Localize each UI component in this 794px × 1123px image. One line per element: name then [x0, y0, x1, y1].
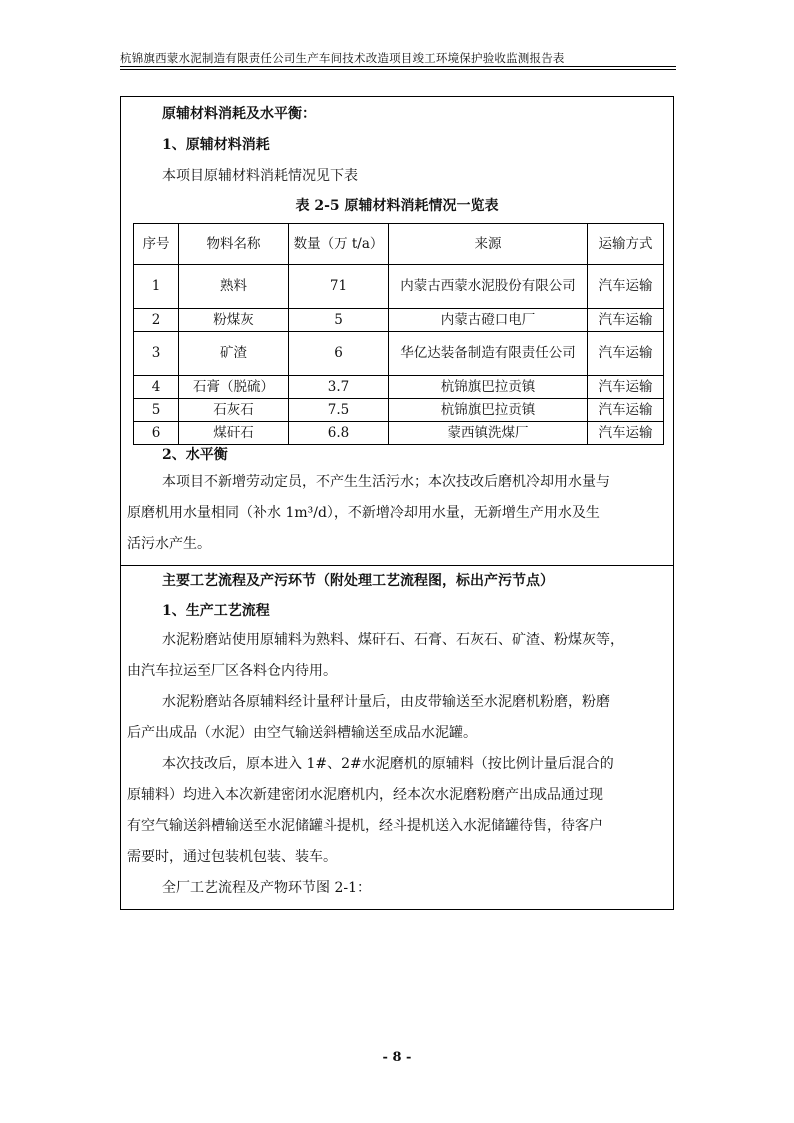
- cell-quantity: 5: [289, 309, 389, 332]
- header-rule-thin: [120, 69, 676, 70]
- cell-quantity: 3.7: [289, 376, 389, 399]
- process-subheading: 1、生产工艺流程: [162, 603, 270, 619]
- cell-source: 华亿达装备制造有限责任公司: [389, 332, 588, 376]
- cell-index: 1: [134, 265, 179, 309]
- table-row: [134, 332, 664, 376]
- section-divider: [121, 565, 673, 566]
- cell-source: 内蒙古西蒙水泥股份有限公司: [389, 265, 588, 309]
- header-rule: [120, 66, 676, 67]
- cell-quantity: 71: [289, 265, 389, 309]
- p1-line-1: 水泥粉磨站使用原辅料为熟料、煤矸石、石膏、石灰石、矿渣、粉煤灰等，: [162, 632, 624, 648]
- cell-material: 石灰石: [179, 399, 289, 422]
- cell-source: 杭锦旗巴拉贡镇: [389, 376, 588, 399]
- cell-index: 4: [134, 376, 179, 399]
- p3-line-2: 原辅料）均进入本次新建密闭水泥磨机内，经本次水泥磨粉磨产出成品通过现: [127, 787, 603, 803]
- cell-material: 石膏（脱硫）: [179, 376, 289, 399]
- materials-table: [133, 223, 664, 445]
- p3-line-4: 需要时，通过包装机包装、装车。: [127, 849, 337, 865]
- col-header-source: 来源: [389, 224, 588, 265]
- cell-source: 内蒙古磴口电厂: [389, 309, 588, 332]
- cell-index: 2: [134, 309, 179, 332]
- col-header-transport: 运输方式: [588, 224, 664, 265]
- table-row: [134, 399, 664, 422]
- cell-transport: 汽车运输: [588, 399, 664, 422]
- cell-index: 3: [134, 332, 179, 376]
- materials-subheading: 1、原辅材料消耗: [162, 137, 270, 153]
- cell-quantity: 6: [289, 332, 389, 376]
- report-frame: [120, 96, 674, 910]
- cell-source: 蒙西镇洗煤厂: [389, 422, 588, 445]
- cell-transport: 汽车运输: [588, 265, 664, 309]
- cell-source: 杭锦旗巴拉贡镇: [389, 399, 588, 422]
- cell-transport: 汽车运输: [588, 376, 664, 399]
- col-header-index: 序号: [134, 224, 179, 265]
- cell-transport: 汽车运输: [588, 309, 664, 332]
- col-header-quantity: 数量（万 t/a）: [289, 224, 389, 265]
- water-line-2: 原磨机用水量相同（补水 1m³/d），不新增冷却用水量，无新增生产用水及生: [127, 505, 600, 521]
- cell-quantity: 7.5: [289, 399, 389, 422]
- p3-line-1: 本次技改后，原本进入 1#、2#水泥磨机的原辅料（按比例计量后混合的: [162, 756, 614, 772]
- table-row: [134, 376, 664, 399]
- water-balance-text: [127, 467, 667, 560]
- cell-index: 6: [134, 422, 179, 445]
- p3-line-3: 有空气输送斜槽输送至水泥储罐斗提机，经斗提机送入水泥储罐待售，待客户: [127, 818, 603, 834]
- flowchart-intro: 全厂工艺流程及产物环节图 2-1：: [162, 880, 371, 896]
- water-balance-subheading: 2、水平衡: [162, 447, 228, 463]
- cell-material: 矿渣: [179, 332, 289, 376]
- table-row: [134, 422, 664, 445]
- water-line-1: 本项目不新增劳动定员，不产生生活污水；本次技改后磨机冷却用水量与: [162, 474, 610, 490]
- page-number: - 8 -: [382, 1050, 412, 1065]
- cell-index: 5: [134, 399, 179, 422]
- cell-transport: 汽车运输: [588, 332, 664, 376]
- table-caption: 表 2-5 原辅材料消耗情况一览表: [295, 198, 499, 214]
- cell-material: 煤矸石: [179, 422, 289, 445]
- water-line-3: 活污水产生。: [127, 536, 211, 552]
- materials-section-heading: 原辅材料消耗及水平衡：: [162, 106, 316, 122]
- col-header-material: 物料名称: [179, 224, 289, 265]
- p2-line-1: 水泥粉磨站各原辅料经计量秤计量后，由皮带输送至水泥磨机粉磨，粉磨: [162, 694, 610, 710]
- cell-transport: 汽车运输: [588, 422, 664, 445]
- table-row: [134, 265, 664, 309]
- cell-material: 粉煤灰: [179, 309, 289, 332]
- p2-line-2: 后产出成品（水泥）由空气输送斜槽输送至成品水泥罐。: [127, 725, 477, 741]
- table-header-row: [134, 224, 664, 265]
- cell-quantity: 6.8: [289, 422, 389, 445]
- materials-intro: 本项目原辅材料消耗情况见下表: [162, 168, 358, 184]
- p1-line-2: 由汽车拉运至厂区各料仓内待用。: [127, 663, 337, 679]
- process-text: [127, 625, 667, 904]
- running-header: 杭锦旗西蒙水泥制造有限责任公司生产车间技术改造项目竣工环境保护验收监测报告表: [120, 51, 565, 65]
- cell-material: 熟料: [179, 265, 289, 309]
- table-row: [134, 309, 664, 332]
- process-section-heading: 主要工艺流程及产污环节（附处理工艺流程图，标出产污节点）: [162, 573, 554, 589]
